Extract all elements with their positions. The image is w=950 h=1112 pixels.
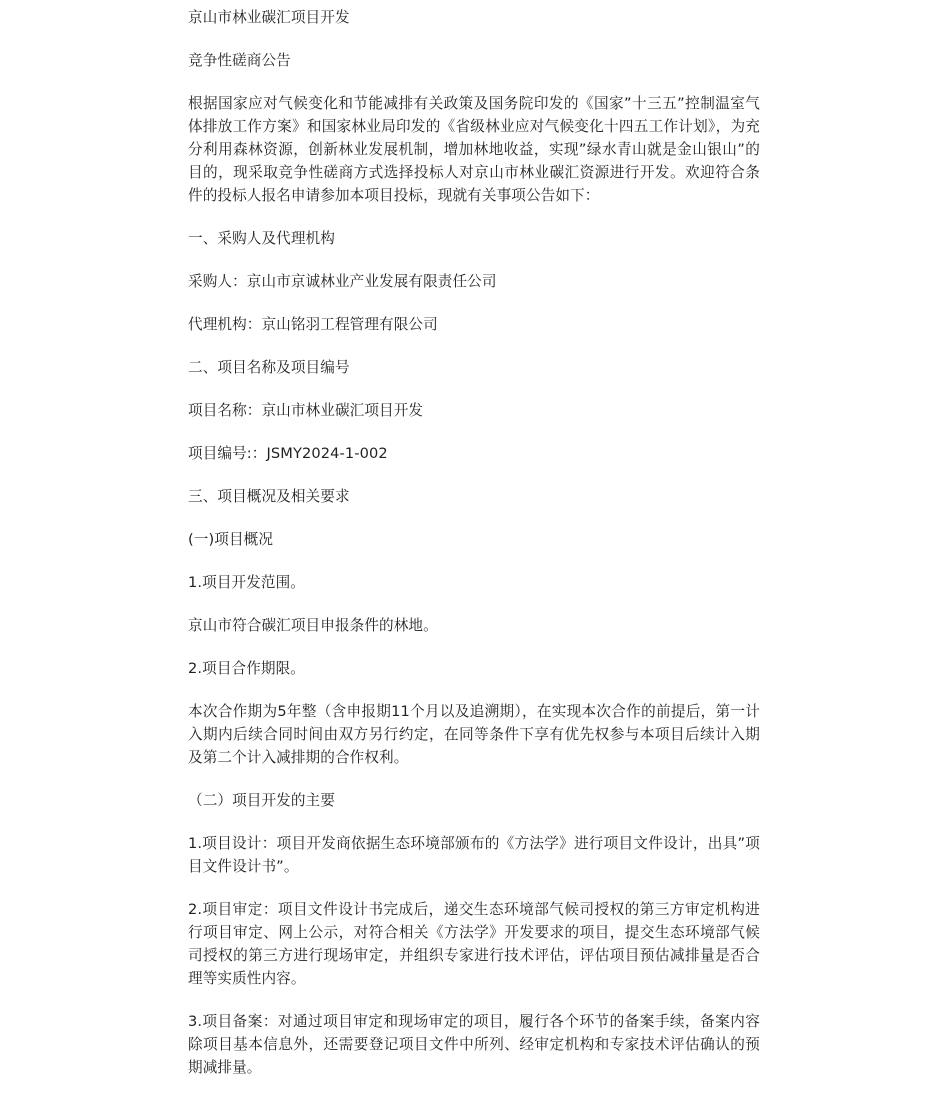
purchaser-line: 采购人：京山市京诚林业产业发展有限责任公司: [188, 273, 497, 290]
intro-paragraph: 根据国家应对气候变化和节能减排有关政策及国务院印发的《国家”十三五”控制温室气体排放工作方案》和国家林业局印发的《省级林业应对气候变化十四五工作计划》，为充分利用森林资源，创新林业发展机制，增加林地收益，实现”绿水青山就是金山银山”的目的，现采取竞争性磋商方式选择投标人对京山市林业碳汇资源进行开发。欢迎符合条件的投标人报名申请参加本项目投标，现就有关事项公告如下：: [188, 95, 760, 204]
document-subtitle: 竞争性磋商公告: [188, 52, 291, 69]
scope-heading: 1.项目开发范围。: [188, 574, 305, 591]
subheading-main: （二）项目开发的主要: [188, 792, 335, 809]
term-heading: 2.项目合作期限。: [188, 660, 305, 677]
project-number-line: 项目编号:：JSMY2024-1-002: [188, 445, 388, 462]
announcement-article: [188, 6, 760, 1099]
design-paragraph: 1.项目设计：项目开发商依据生态环境部颁布的《方法学》进行项目文件设计，出具”项目文件设计书”。: [188, 835, 760, 875]
agency-line: 代理机构：京山铭羽工程管理有限公司: [188, 316, 438, 333]
project-name-line: 项目名称：京山市林业碳汇项目开发: [188, 402, 424, 419]
section-heading-overview: 三、项目概况及相关要求: [188, 488, 350, 505]
subheading-overview: (一)项目概况: [188, 531, 274, 548]
section-heading-purchaser: 一、采购人及代理机构: [188, 230, 335, 247]
filing-paragraph: 3.项目备案：对通过项目审定和现场审定的项目，履行各个环节的备案手续，备案内容除项目基本信息外，还需要登记项目文件中所列、经审定机构和专家技术评估确认的预期减排量。: [188, 1013, 760, 1076]
document-title: 京山市林业碳汇项目开发: [188, 9, 350, 26]
review-paragraph: 2.项目审定：项目文件设计书完成后，递交生态环境部气候司授权的第三方审定机构进行项目审定、网上公示，对符合相关《方法学》开发要求的项目，提交生态环境部气候司授权的第三方进行现场审定，并组织专家进行技术评估，评估项目预估减排量是否合理等实质性内容。: [188, 901, 760, 987]
section-heading-project-name: 二、项目名称及项目编号: [188, 359, 350, 376]
scope-text: 京山市符合碳汇项目申报条件的林地。: [188, 617, 438, 634]
term-text: 本次合作期为5年整（含申报期11个月以及追溯期），在实现本次合作的前提后，第一计入期内后续合同时间由双方另行约定，在同等条件下享有优先权参与本项目后续计入期及第二个计入减排期的合作权利。: [188, 703, 760, 766]
